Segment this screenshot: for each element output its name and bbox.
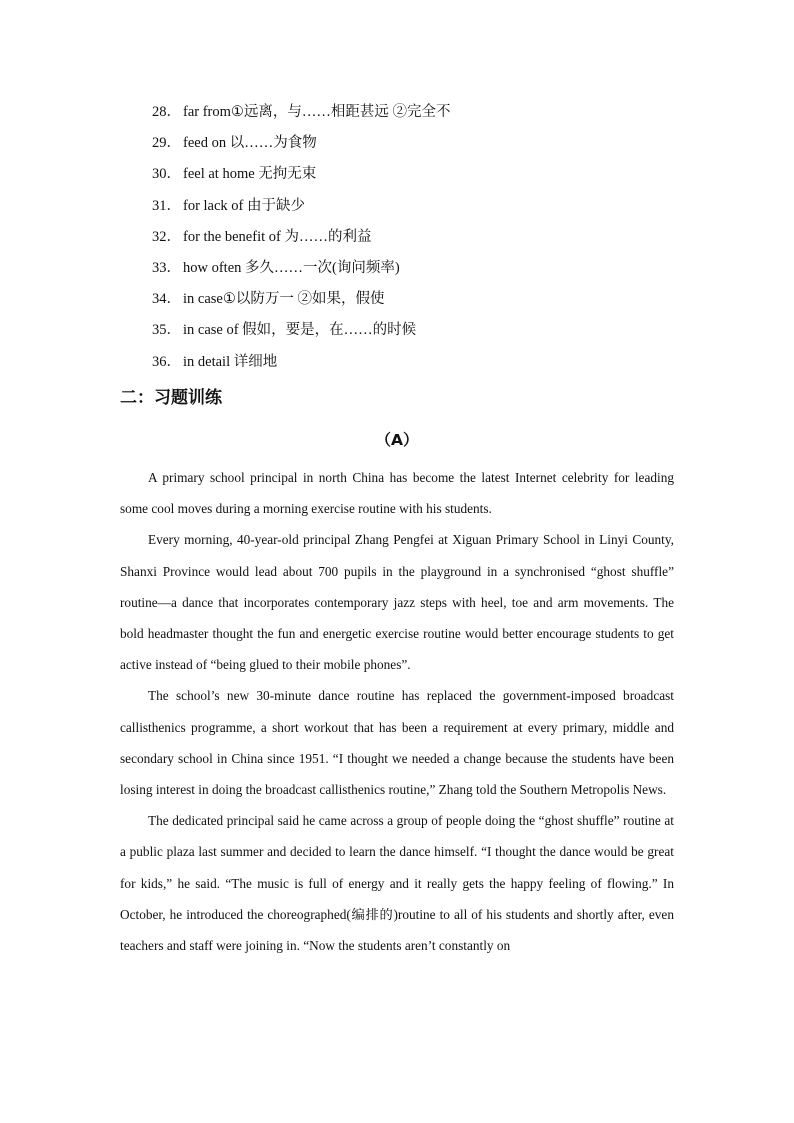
phrase-text: how often 多久……一次(询问频率) bbox=[183, 259, 400, 276]
phrase-text: for the benefit of 为……的利益 bbox=[183, 228, 372, 245]
section-title: 二：习题训练 bbox=[120, 388, 222, 408]
phrase-number: 36． bbox=[152, 353, 181, 370]
phrase-number: 31． bbox=[152, 197, 181, 214]
phrase-number: 34． bbox=[152, 291, 181, 308]
phrase-text: feed on 以……为食物 bbox=[183, 135, 317, 152]
phrase-text: feel at home 无拘无束 bbox=[183, 166, 317, 183]
phrase-item bbox=[152, 318, 451, 349]
passage-paragraph: The dedicated principal said he came across a group of people doing the “ghost shuffle” routine at a public plaza last summer and decided to learn the dance himself. “I thought the dance would be great for kids,” he said. “The music is full of energy and it really gets the happy feeling of flowing.” In October, he introduced the choreographed(编排的)routine to all of his students and shortly after, even teachers and staff were joining in. “Now the students aren’t constantly on bbox=[120, 813, 674, 954]
phrase-item bbox=[152, 131, 451, 162]
passage-paragraph: The school’s new 30-minute dance routine has replaced the government-imposed broadcast callisthenics programme, a short workout that has been a requirement at every primary, middle and secondary school in China since 1951. “I thought we needed a change because the students have been losing interest in doing the broadcast callisthenics routine,” Zhang told the Southern Metropolis News. bbox=[120, 688, 674, 798]
phrase-item bbox=[152, 100, 451, 131]
passage-label: （A） bbox=[375, 431, 419, 449]
phrase-text: in case of 假如，要是，在……的时候 bbox=[183, 322, 417, 339]
phrase-text: far from①远离，与……相距甚远 ②完全不 bbox=[183, 104, 451, 120]
phrase-item bbox=[152, 162, 451, 193]
phrase-number: 33． bbox=[152, 259, 181, 276]
phrase-item bbox=[152, 287, 451, 318]
phrase-text: in detail 详细地 bbox=[183, 353, 278, 370]
phrase-item bbox=[152, 256, 451, 287]
phrase-number: 35． bbox=[152, 322, 181, 339]
phrase-text: for lack of 由于缺少 bbox=[183, 197, 306, 214]
phrase-text: in case①以防万一 ②如果，假使 bbox=[183, 291, 385, 308]
phrase-list bbox=[152, 100, 451, 381]
phrase-number: 32． bbox=[152, 228, 181, 245]
phrase-number: 29． bbox=[152, 135, 181, 152]
passage-paragraph: A primary school principal in north China has become the latest Internet celebrity for leading some cool moves during a morning exercise routine with his students. bbox=[120, 470, 674, 517]
phrase-number: 30． bbox=[152, 166, 181, 183]
phrase-number: 28． bbox=[152, 104, 181, 120]
reading-passage bbox=[120, 462, 674, 961]
passage-paragraph: Every morning, 40-year-old principal Zhang Pengfei at Xiguan Primary School in Linyi County, Shanxi Province would lead about 700 pupils in the playground in a synchronised “ghost shuffle” routine—a dance that incorporates contemporary jazz steps with heel, toe and arm movements. The bold headmaster thought the fun and energetic exercise routine would better encourage students to get active instead of “being glued to their mobile phones”. bbox=[120, 532, 674, 673]
phrase-item bbox=[152, 225, 451, 256]
phrase-item bbox=[152, 194, 451, 225]
phrase-item bbox=[152, 350, 451, 381]
